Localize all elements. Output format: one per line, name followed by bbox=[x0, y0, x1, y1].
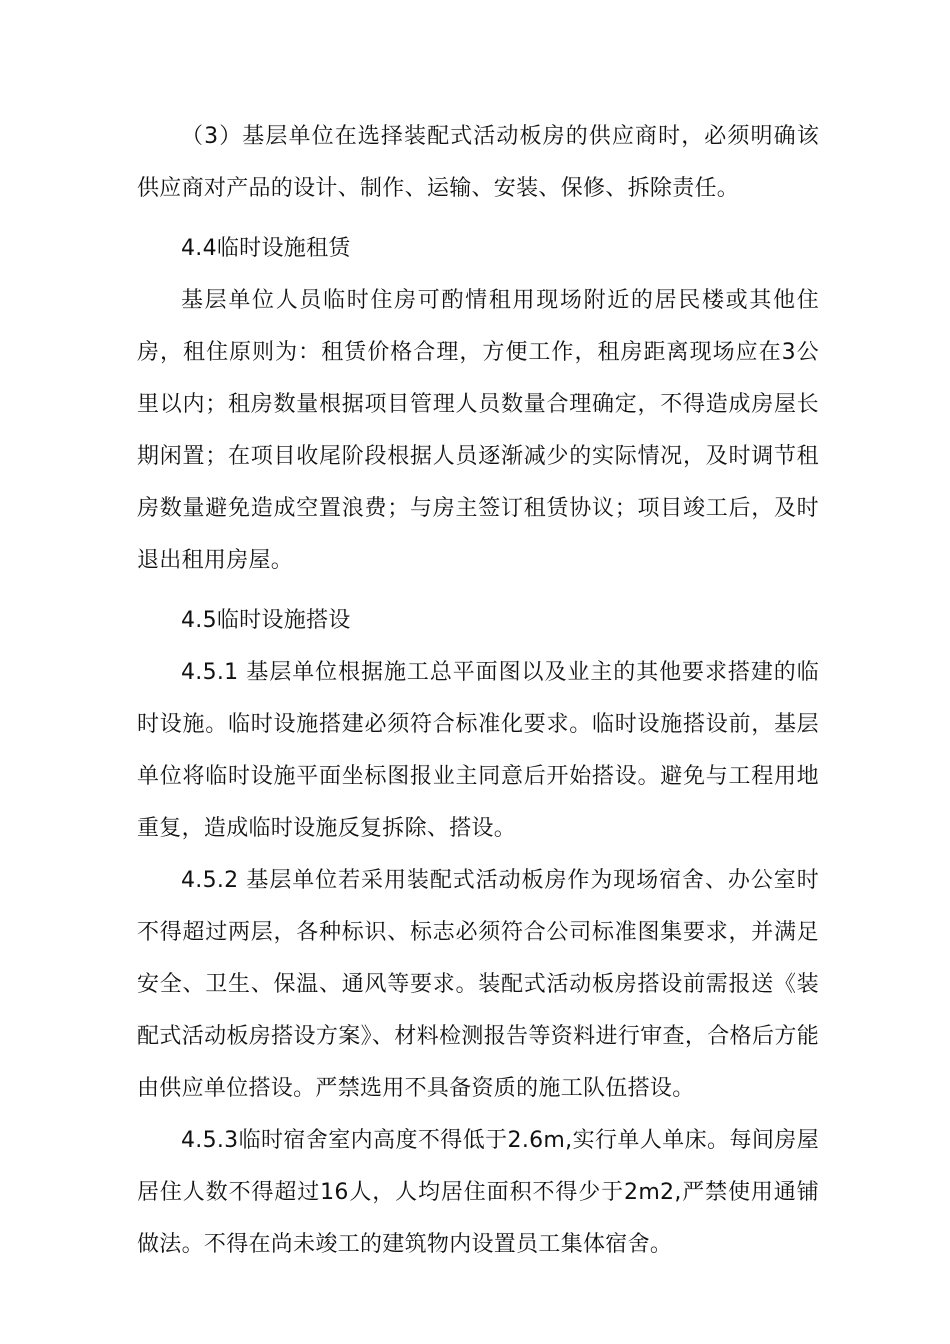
section-heading-4-4: 4.4临时设施租赁 bbox=[181, 236, 351, 261]
paragraph-rental-housing: 基层单位人员临时住房可酌情租用现场附近的居民楼或其他住房，租住原则为：租赁价格合理，方便工作，租房距离现场应在3公里以内；租房数量根据项目管理人员数量合理确定，不得造成房屋长期闲置；在项目收尾阶段根据人员逐渐减少的实际情况，及时调节租房数量避免造成空置浪费；与房主签订租赁协议；项目竣工后，及时退出租用房屋。 bbox=[137, 288, 819, 573]
paragraph-supplier-responsibility: （3）基层单位在选择装配式活动板房的供应商时，必须明确该供应商对产品的设计、制作、运输、安装、保修、拆除责任。 bbox=[137, 124, 819, 201]
section-heading-4-5: 4.5临时设施搭设 bbox=[181, 608, 351, 633]
paragraph-gap bbox=[137, 215, 819, 223]
paragraph-4-5-3: 4.5.3临时宿舍室内高度不得低于2.6m,实行单人单床。每间房屋居住人数不得超过16人，人均居住面积不得少于2m2,严禁使用通铺做法。不得在尚未竣工的建筑物内设置员工集体宿舍。 bbox=[137, 1128, 819, 1257]
document-body bbox=[137, 111, 819, 1271]
paragraph-4-5-1: 4.5.1 基层单位根据施工总平面图以及业主的其他要求搭建的临时设施。临时设施搭建必须符合标准化要求。临时设施搭设前，基层单位将临时设施平面坐标图报业主同意后开始搭设。避免与工程用地重复，造成临时设施反复拆除、搭设。 bbox=[137, 660, 819, 841]
paragraph-gap bbox=[137, 587, 819, 595]
paragraph-4-5-2: 4.5.2 基层单位若采用装配式活动板房作为现场宿舍、办公室时不得超过两层，各种标识、标志必须符合公司标准图集要求，并满足安全、卫生、保温、通风等要求。装配式活动板房搭设前需报送《装配式活动板房搭设方案》、材料检测报告等资料进行审查，合格后方能由供应单位搭设。严禁选用不具备资质的施工队伍搭设。 bbox=[137, 868, 819, 1101]
